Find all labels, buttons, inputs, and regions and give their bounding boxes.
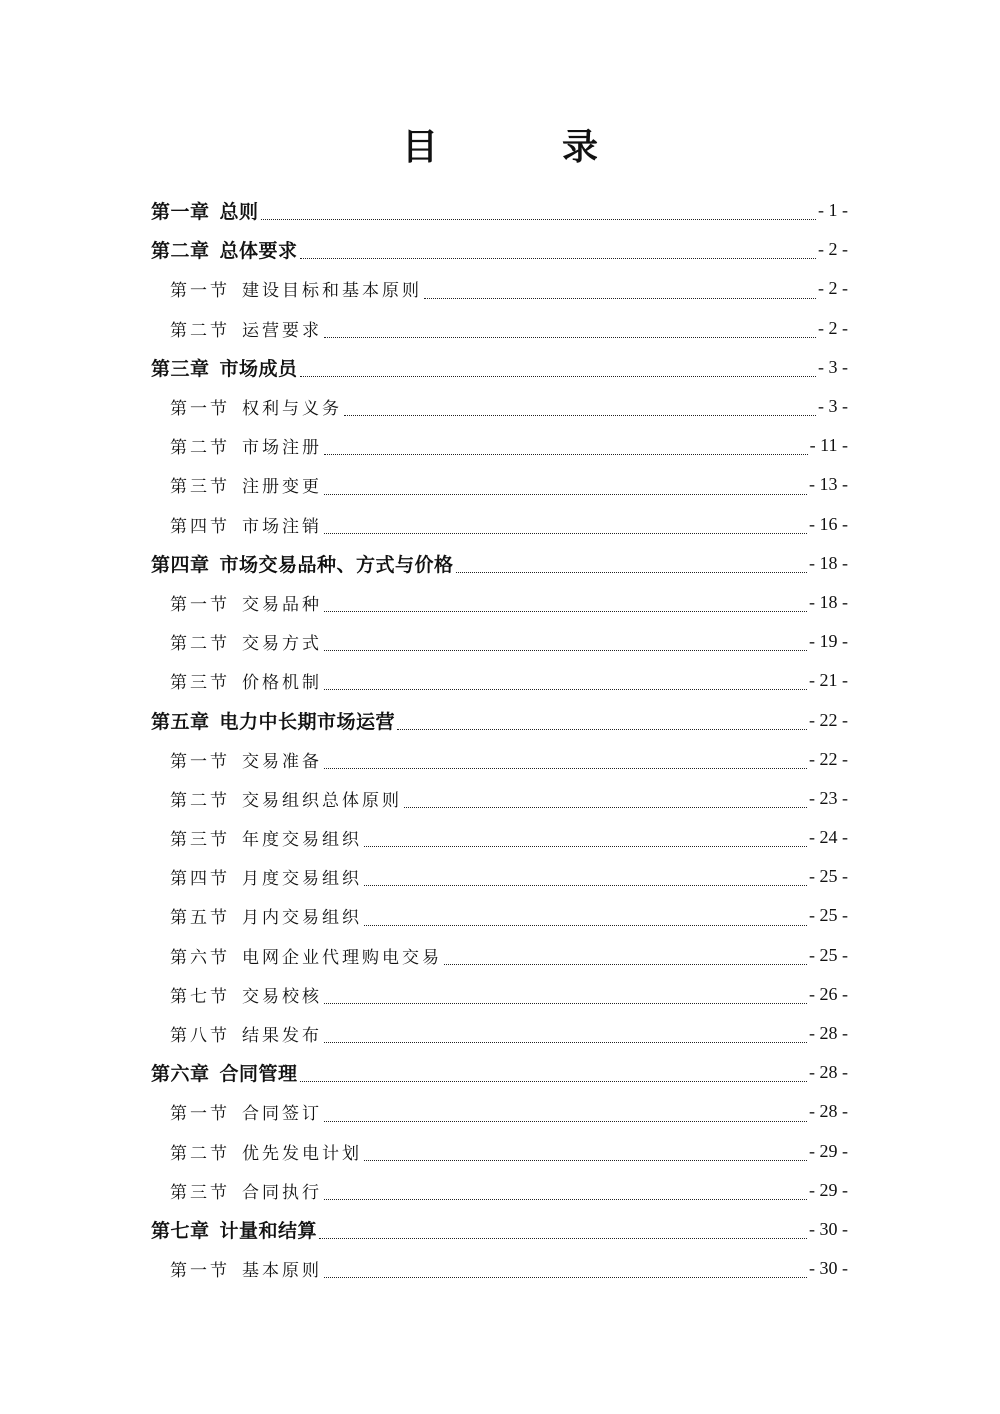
toc-entry-label (170, 786, 402, 811)
toc-page-number: - 13 - (809, 474, 848, 495)
toc-entry-title: 市场成员 (219, 357, 298, 380)
dot-leader (324, 337, 816, 338)
dot-leader (364, 925, 807, 926)
dot-leader (364, 846, 807, 847)
toc-entry-label (170, 394, 342, 419)
toc-entry-title: 交易方式 (242, 634, 322, 655)
toc-entry-number: 第七节 (170, 986, 230, 1007)
toc-entry-label (170, 512, 322, 537)
toc-entry-label (170, 1178, 322, 1203)
dot-leader (404, 807, 807, 808)
toc-section-entry[interactable] (0, 857, 1000, 896)
toc-entry-number: 第三节 (170, 477, 230, 498)
toc-page-number: - 30 - (809, 1258, 848, 1279)
toc-entry-title: 市场交易品种、方式与价格 (219, 553, 454, 576)
toc-entry-number: 第二节 (170, 634, 230, 655)
toc-page-number: - 25 - (809, 944, 848, 965)
toc-section-entry[interactable] (0, 975, 1000, 1014)
toc-entry-title: 月度交易组织 (242, 869, 362, 890)
toc-section-entry[interactable] (0, 896, 1000, 935)
toc-entry-number: 第二节 (170, 320, 230, 341)
toc-entry-label (151, 197, 259, 224)
toc-entry-title: 运营要求 (242, 320, 322, 341)
dot-leader (324, 494, 807, 495)
dot-leader (324, 1121, 807, 1122)
toc-entry-number: 第三章 (151, 357, 210, 380)
toc-entry-title: 基本原则 (242, 1261, 322, 1282)
toc-entry-title: 交易组织总体原则 (242, 790, 402, 811)
toc-entry-label (170, 825, 362, 850)
toc-section-entry[interactable] (0, 818, 1000, 857)
toc-entry-number: 第一节 (170, 399, 230, 420)
toc-entry-number: 第一节 (170, 1104, 230, 1125)
toc-section-entry[interactable] (0, 505, 1000, 544)
toc-chapter-entry[interactable] (0, 230, 1000, 269)
toc-chapter-entry[interactable] (0, 1053, 1000, 1092)
dot-leader (344, 415, 816, 416)
toc-section-entry[interactable] (0, 661, 1000, 700)
toc-entry-title: 合同签订 (242, 1104, 322, 1125)
toc-entry-label (170, 316, 322, 341)
toc-entry-number: 第三节 (170, 1182, 230, 1203)
toc-page-number: - 2 - (818, 317, 848, 338)
toc-section-entry[interactable] (0, 779, 1000, 818)
toc-entry-number: 第二章 (151, 240, 210, 263)
dot-leader (324, 1199, 807, 1200)
toc-entry-number: 第八节 (170, 1026, 230, 1047)
toc-entry-title: 年度交易组织 (242, 830, 362, 851)
toc-entry-title: 交易品种 (242, 594, 322, 615)
toc-entry-title: 交易准备 (242, 751, 322, 772)
toc-entry-number: 第四节 (170, 869, 230, 890)
toc-section-entry[interactable] (0, 622, 1000, 661)
toc-section-entry[interactable] (0, 1171, 1000, 1210)
toc-section-entry[interactable] (0, 1014, 1000, 1053)
toc-entry-number: 第六节 (170, 947, 230, 968)
toc-entry-title: 合同管理 (219, 1063, 298, 1086)
toc-page-number: - 1 - (818, 200, 848, 221)
toc-entry-label (170, 433, 322, 458)
toc-entry-number: 第二节 (170, 438, 230, 459)
toc-chapter-entry[interactable] (0, 1210, 1000, 1249)
toc-section-entry[interactable] (0, 936, 1000, 975)
toc-page-number: - 22 - (809, 748, 848, 769)
toc-entry-number: 第一节 (170, 1261, 230, 1282)
toc-entry-number: 第五节 (170, 908, 230, 929)
toc-page-number: - 28 - (809, 1101, 848, 1122)
toc-entry-label (170, 943, 442, 968)
toc-entry-title: 市场注册 (242, 438, 322, 459)
toc-entry-number: 第一节 (170, 281, 230, 302)
toc-entry-number: 第六章 (151, 1063, 210, 1086)
toc-entry-label (170, 472, 322, 497)
toc-entry-label (170, 864, 362, 889)
dot-leader (300, 376, 816, 377)
toc-page-number: - 18 - (809, 552, 848, 573)
toc-section-entry[interactable] (0, 1249, 1000, 1288)
toc-entry-label (170, 629, 322, 654)
toc-page-number: - 24 - (809, 827, 848, 848)
toc-chapter-entry[interactable] (0, 348, 1000, 387)
toc-page-number: - 19 - (809, 631, 848, 652)
toc-entry-title: 合同执行 (242, 1182, 322, 1203)
toc-page-number: - 2 - (818, 239, 848, 260)
toc-entry-label (170, 276, 422, 301)
dot-leader (324, 768, 807, 769)
toc-chapter-entry[interactable] (0, 191, 1000, 230)
toc-entry-number: 第七章 (151, 1219, 210, 1242)
toc-entry-label (170, 668, 322, 693)
dot-leader (300, 258, 816, 259)
toc-entry-label (170, 1021, 322, 1046)
toc-entry-number: 第一节 (170, 594, 230, 615)
dot-leader (324, 611, 807, 612)
toc-entry-number: 第二节 (170, 790, 230, 811)
dot-leader (424, 298, 816, 299)
page-title: 目 录 (401, 127, 642, 168)
toc-entry-label (151, 1059, 298, 1086)
dot-leader (324, 1277, 807, 1278)
toc-section-entry[interactable] (0, 309, 1000, 348)
dot-leader (319, 1238, 807, 1239)
toc-page-number: - 11 - (809, 435, 848, 456)
toc-page-number: - 21 - (809, 670, 848, 691)
toc-section-entry[interactable] (0, 1132, 1000, 1171)
toc-entry-label (151, 550, 454, 577)
dot-leader (397, 729, 807, 730)
toc-section-entry[interactable] (0, 465, 1000, 504)
dot-leader (324, 1003, 807, 1004)
toc-entry-title: 交易校核 (242, 986, 322, 1007)
toc-entry-number: 第四节 (170, 516, 230, 537)
toc-entry-title: 月内交易组织 (242, 908, 362, 929)
dot-leader (324, 689, 807, 690)
dot-leader (300, 1081, 807, 1082)
toc-chapter-entry[interactable] (0, 700, 1000, 739)
toc-entry-number: 第一章 (151, 201, 210, 224)
toc-chapter-entry[interactable] (0, 544, 1000, 583)
toc-page-number: - 29 - (809, 1140, 848, 1161)
toc-page-number: - 2 - (818, 278, 848, 299)
toc-entry-number: 第三节 (170, 673, 230, 694)
table-of-contents (0, 191, 1000, 1288)
toc-page-number: - 25 - (809, 905, 848, 926)
dot-leader (261, 219, 816, 220)
toc-page-number: - 16 - (809, 513, 848, 534)
dot-leader (324, 454, 808, 455)
toc-page-number: - 18 - (809, 591, 848, 612)
toc-page-number: - 28 - (809, 1023, 848, 1044)
toc-entry-number: 第五章 (151, 710, 210, 733)
dot-leader (324, 650, 807, 651)
toc-entry-label (151, 354, 298, 381)
toc-page-number: - 29 - (809, 1179, 848, 1200)
toc-page-number: - 22 - (809, 709, 848, 730)
toc-entry-title: 权利与义务 (242, 399, 342, 420)
toc-page-number: - 28 - (809, 1062, 848, 1083)
toc-entry-title: 优先发电计划 (242, 1143, 362, 1164)
toc-entry-title: 注册变更 (242, 477, 322, 498)
dot-leader (364, 885, 807, 886)
toc-entry-label (170, 1099, 322, 1124)
toc-entry-label (170, 903, 362, 928)
toc-entry-title: 总体要求 (219, 240, 298, 263)
toc-section-entry[interactable] (0, 583, 1000, 622)
toc-page-number: - 30 - (809, 1218, 848, 1239)
toc-entry-title: 价格机制 (242, 673, 322, 694)
toc-entry-title: 计量和结算 (219, 1219, 318, 1242)
toc-page-number: - 23 - (809, 787, 848, 808)
toc-page-number: - 3 - (818, 396, 848, 417)
toc-entry-label (151, 236, 298, 263)
dot-leader (456, 572, 807, 573)
toc-entry-title: 结果发布 (242, 1026, 322, 1047)
toc-section-entry[interactable] (0, 1092, 1000, 1131)
toc-section-entry[interactable] (0, 387, 1000, 426)
toc-section-entry[interactable] (0, 426, 1000, 465)
dot-leader (324, 533, 807, 534)
toc-entry-label (170, 1139, 362, 1164)
toc-page-number: - 25 - (809, 866, 848, 887)
toc-entry-title: 市场注销 (242, 516, 322, 537)
toc-entry-number: 第四章 (151, 553, 210, 576)
toc-entry-number: 第三节 (170, 830, 230, 851)
toc-entry-label (170, 590, 322, 615)
toc-page-number: - 26 - (809, 983, 848, 1004)
toc-entry-label (151, 1216, 317, 1243)
toc-entry-label (170, 982, 322, 1007)
toc-entry-label (151, 707, 395, 734)
toc-entry-number: 第一节 (170, 751, 230, 772)
toc-entry-number: 第二节 (170, 1143, 230, 1164)
toc-entry-title: 电力中长期市场运营 (219, 710, 396, 733)
dot-leader (444, 964, 807, 965)
toc-page-number: - 3 - (818, 356, 848, 377)
toc-entry-title: 总则 (219, 201, 259, 224)
toc-section-entry[interactable] (0, 740, 1000, 779)
dot-leader (324, 1042, 807, 1043)
dot-leader (364, 1160, 807, 1161)
toc-entry-title: 电网企业代理购电交易 (242, 947, 442, 968)
toc-entry-label (170, 1256, 322, 1281)
toc-entry-title: 建设目标和基本原则 (242, 281, 422, 302)
toc-entry-label (170, 747, 322, 772)
toc-section-entry[interactable] (0, 269, 1000, 308)
